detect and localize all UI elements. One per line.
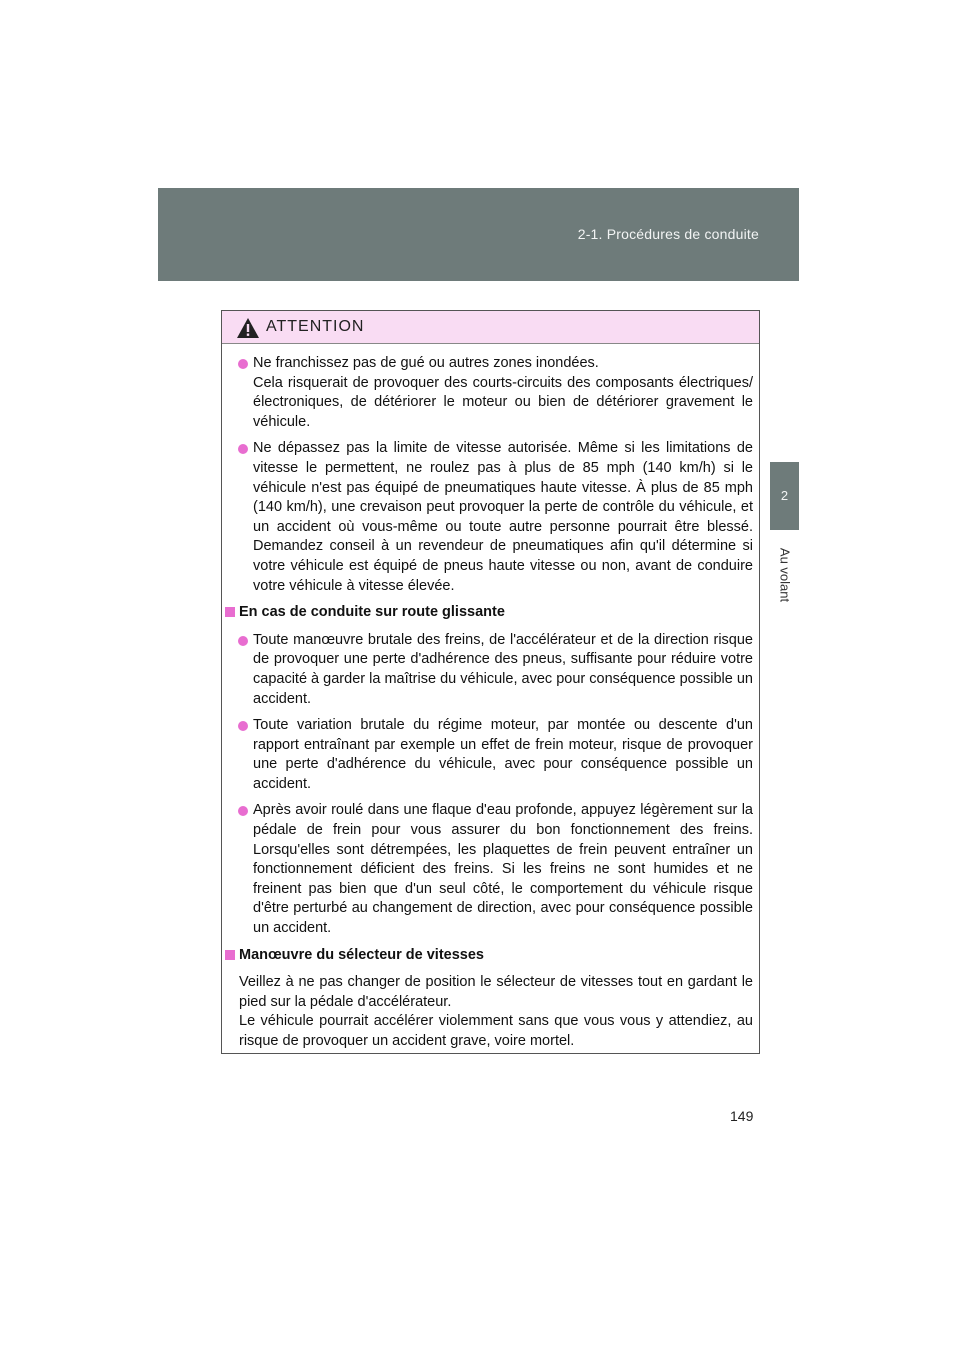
section-heading-text: En cas de conduite sur route glissante bbox=[239, 604, 505, 621]
paragraph: Veillez à ne pas changer de position le sélecteur de vitesses tout en gardant le pied sur la pédale d'accélérateur. bbox=[239, 974, 753, 1010]
bullet-text: Cela risquerait de provoquer des courts-circuits des composants électriques/électroniques, de détériorer le moteur ou bien de détériorer gravement le véhicule. bbox=[253, 374, 753, 430]
chapter-label-text: Au volant bbox=[777, 547, 792, 603]
bullet-dot-icon bbox=[238, 444, 248, 454]
chapter-tab-number: 2 bbox=[770, 462, 799, 530]
bullet-item bbox=[222, 631, 753, 709]
page-number: 149 bbox=[730, 1108, 754, 1124]
warning-body bbox=[222, 344, 759, 1052]
bullet-text-first: Ne franchissez pas de gué ou autres zones inondées. bbox=[253, 355, 599, 371]
section-heading bbox=[222, 603, 753, 623]
section-square-icon bbox=[225, 950, 235, 960]
bullet-item bbox=[222, 439, 753, 596]
warning-box bbox=[221, 310, 760, 1054]
chapter-tab-label bbox=[770, 540, 799, 610]
bullet-dot-icon bbox=[238, 806, 248, 816]
warning-header bbox=[222, 311, 759, 344]
bullet-text: Ne dépassez pas la limite de vitesse autorisée. Même si les limitations de vitesse le permettent, ne roulez pas à plus de 85 mph (140 km/h) si le véhicule n'est pas équipé de pneumatiques haute vitesse. À plus de 85 mph (140 km/h), une crevaison peut provoquer la perte de contrôle du véhicule, et un accident où vous-même ou toute autre personne pourrait être blessé. Demandez conseil à un revendeur de pneumatiques afin qu'il détermine si votre véhicule est équipé de pneus haute vitesse ou non, avant de conduire votre véhicule à vitesse élevée. bbox=[253, 440, 753, 594]
bullet-item bbox=[222, 716, 753, 794]
bullet-text: Toute manœuvre brutale des freins, de l'accélérateur et de la direction risque de provoquer une perte d'adhérence des pneus, suffisante pour réduire votre capacité à garder la maîtrise du véhicule, avec pour conséquence possible un accident. bbox=[253, 631, 753, 707]
section-square-icon bbox=[225, 607, 235, 617]
bullet-dot-icon bbox=[238, 359, 248, 369]
section-heading-text: Manœuvre du sélecteur de vitesses bbox=[239, 946, 484, 963]
bullet-text: Après avoir roulé dans une flaque d'eau profonde, appuyez légèrement sur la pédale de frein pour vous assurer du bon fonctionnement des freins. Lorsqu'elles sont détrempées, les plaquettes de frein peuvent entraîner un fonctionnement déficient des freins. Si les freins ne sont humides et ne freinent pas bien que d'un seul côté, le comportement du véhicule risque d'être perturbé au changement de direction, avec pour conséquence possible un accident. bbox=[253, 802, 753, 937]
bullet-dot-icon bbox=[238, 721, 248, 731]
paragraph: Le véhicule pourrait accélérer violemment sans que vous vous y attendiez, au risque de provoquer un accident grave, voire mortel. bbox=[239, 1013, 753, 1049]
header-band bbox=[158, 188, 799, 281]
section-heading bbox=[222, 946, 753, 966]
warning-triangle-icon bbox=[236, 317, 260, 339]
section-title: 2-1. Procédures de conduite bbox=[577, 226, 759, 242]
bullet-text: Toute variation brutale du régime moteur, par montée ou descente d'un rapport entraînant par exemple un effet de frein moteur, risque de provoquer une perte d'adhérence du véhicule, avec pour conséquence possible un accident. bbox=[253, 717, 753, 792]
bullet-item bbox=[222, 801, 753, 938]
warning-title: ATTENTION bbox=[266, 318, 365, 335]
bullet-item bbox=[222, 354, 753, 432]
bullet-dot-icon bbox=[238, 636, 248, 646]
